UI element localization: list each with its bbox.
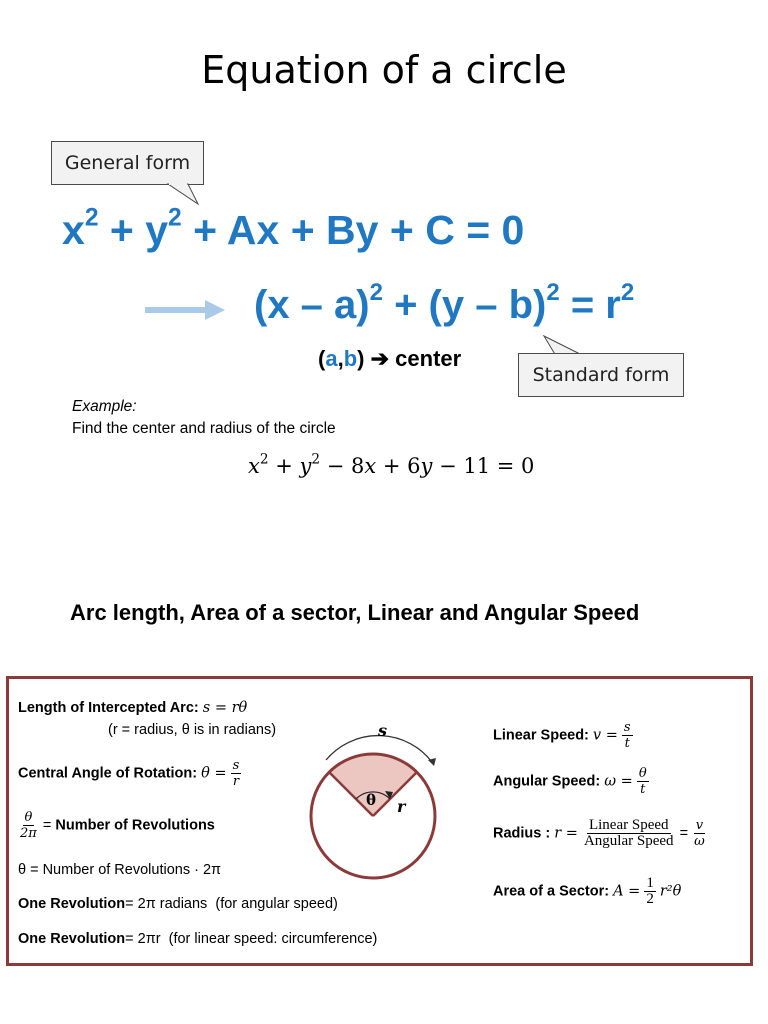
- theta-revolutions-line: θ = Number of Revolutions · 2π: [18, 862, 222, 878]
- center-note: (a,b) ➔ center: [318, 346, 462, 371]
- general-form-callout: [51, 141, 204, 185]
- arc-length-note: (r = radius, θ is in radians): [108, 722, 277, 738]
- page-title: Equation of a circle: [201, 48, 567, 92]
- right-arrow-icon: [145, 299, 227, 321]
- section-heading: Arc length, Area of a sector, Linear and Angular Speed: [70, 600, 640, 625]
- general-form-equation: $x^2 + y^2 + Ax + By + C = 0$: [62, 204, 525, 253]
- example-label: Example:: [72, 398, 137, 415]
- arc-length-formula: Length of Intercepted Arc: s = rθ: [18, 700, 248, 716]
- example-equation: $x^2 + y^2 - 8x + 6y - 11 = 0$: [248, 451, 535, 478]
- sector-diagram: [300, 720, 460, 890]
- diagram-s-label: s: [378, 721, 388, 740]
- arrow-icon: ➔: [370, 346, 390, 371]
- radius-formula: Radius : r = $\frac{\text{Linear Speed}}{\text{Angular Speed}}$ = $\frac{v}{\omega}$: [493, 817, 705, 849]
- example-prompt: Find the center and radius of the circle: [72, 420, 336, 437]
- standard-form-callout: [518, 353, 684, 397]
- general-callout-pointer: [160, 183, 200, 207]
- standard-form-equation: $(x - a)^2 + (y - b)^2 = r^2$: [254, 279, 635, 327]
- central-angle-formula: Central Angle of Rotation: θ = $\frac{s}{r}$: [18, 758, 240, 789]
- revolutions-formula: $\frac{\theta}{2\pi}$ = Number of Revolutions: [20, 810, 215, 841]
- one-revolution-angular: One Revolution= 2π radians (for angular speed): [18, 896, 338, 912]
- diagram-theta-label: θ: [366, 791, 377, 809]
- one-revolution-linear: One Revolution= 2πr (for linear speed: circumference): [18, 931, 378, 947]
- sector-area-formula: Area of a Sector: A = $\frac{1}{2}$ r²θ: [493, 875, 682, 907]
- standard-form-label: Standard form: [532, 364, 670, 386]
- diagram-r-label: r: [397, 797, 406, 816]
- general-form-label: General form: [64, 152, 191, 174]
- angular-speed-formula: Angular Speed: ω = $\frac{\theta}{t}$: [493, 766, 647, 797]
- example-block: [72, 396, 336, 440]
- linear-speed-formula: Linear Speed: v = $\frac{s}{t}$: [493, 720, 631, 751]
